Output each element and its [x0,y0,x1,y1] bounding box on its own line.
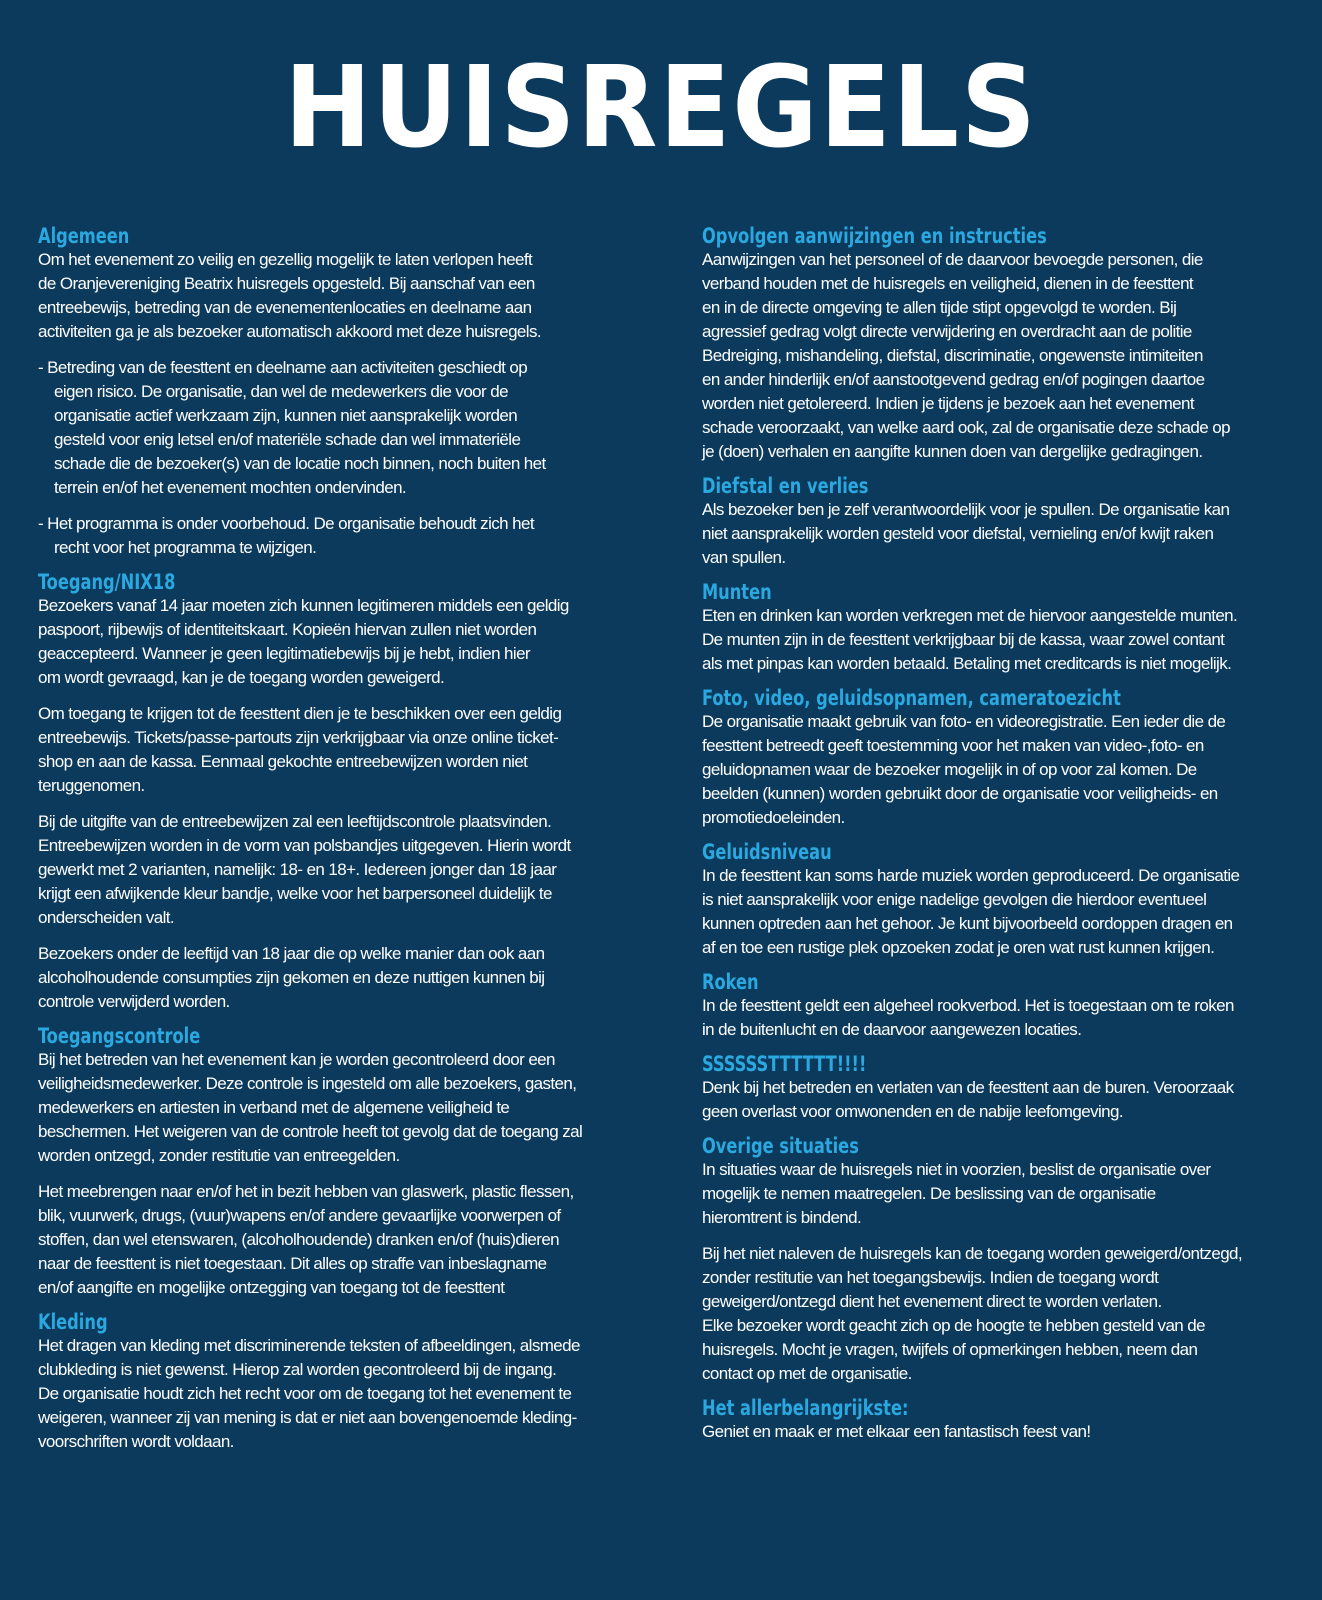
right-column [702,224,1292,1454]
page-title: HUISREGELS [284,43,1038,173]
section-munten [702,580,1292,676]
section-heading: Roken [702,970,759,994]
section-roken [702,970,1292,1042]
paragraph: Als bezoeker ben je zelf verantwoordelijk voor je spullen. De organisatie kan niet aansprakelijk worden gesteld voor diefstal, vernieling en/of kwijt raken van spullen. [702,500,1230,567]
section-heading: Toegangscontrole [38,1024,201,1048]
section-geluidsniveau [702,840,1292,960]
section-heading: Overige situaties [702,1134,859,1158]
section-heading: Toegang/NIX18 [38,570,176,594]
section-allerbelangrijkste [702,1396,1292,1444]
section-heading: Opvolgen aanwijzingen en instructies [702,224,1047,248]
section-opvolgen [702,224,1292,464]
section-heading: Kleding [38,1310,108,1334]
paragraph: De organisatie maakt gebruik van foto- en videoregistratie. Een ieder die de feesttent betreedt geeft toestemming voor het maken van video-,foto- en geluidopnamen waar de bezoeker mogelijk in of op voor zal komen. De beelden (kunnen) worden gebruikt door de organisatie voor veiligheids- en promotiedoeleinden. [702,712,1226,827]
section-toegangscontrole [38,1024,638,1300]
section-heading: SSSSSSTTTTTT!!!! [702,1052,867,1076]
paragraph: Om het evenement zo veilig en gezellig mogelijk te laten verlopen heeft de Oranjevereniging Beatrix huisregels opgesteld. Bij aanschaf van een entreebewijs, betreding van de evenementenlocaties en deelname aan activiteiten ga je als bezoeker automatisch akkoord met deze huisregels. [38,250,541,341]
paragraph: Het meebrengen naar en/of het in bezit hebben van glaswerk, plastic flessen, blik, vuurwerk, drugs, (vuur)wapens en/of andere gevaarlijke voorwerpen of stoffen, dan wel etenswaren, (alcoholhoudende) dranken en/of (huis)dieren naar de feesttent is niet toegestaan. Dit alles op straffe van inbeslagname en/of aangifte en mogelijke ontzegging van toegang tot de feesttent [38,1182,574,1297]
paragraph: Denk bij het betreden en verlaten van de feesttent aan de buren. Veroorzaak geen overlast voor omwonenden en de nabije leefomgeving. [702,1078,1234,1121]
left-column [38,224,638,1464]
paragraph: In de feesttent kan soms harde muziek worden geproduceerd. De organisatie is niet aansprakelijk voor enige nadelige gevolgen die hierdoor eventueel kunnen optreden aan het gehoor. Je kunt bijvoorbeeld oordoppen dragen en af en toe een rustige plek opzoeken zodat je oren wat rust kunnen krijgen. [702,866,1240,957]
paragraph: In de feesttent geldt een algeheel rookverbod. Het is toegestaan om te roken in de buitenlucht en de daarvoor aangewezen locaties. [702,996,1234,1039]
section-heading: Munten [702,580,772,604]
section-toegang [38,570,638,1014]
bullet-paragraph: - Betreding van de feesttent en deelname aan activiteiten geschiedt op eigen risico. De organisatie, dan wel de medewerkers die voor de organisatie actief werkzaam zijn, kunnen niet aansprakelijk worden gesteld voor enig letsel en/of materiële schade dan wel immateriële schade die de bezoeker(s) van de locatie noch binnen, noch buiten het terrein en/of het evenement mochten ondervinden. [38,358,546,497]
paragraph: Het dragen van kleding met discriminerende teksten of afbeeldingen, alsmede clubkleding is niet gewenst. Hierop zal worden gecontroleerd bij de ingang. De organisatie houdt zich het recht voor om de toegang tot het evenement te weigeren, wanneer zij van mening is dat er niet aan bovengenoemde kleding- voorschriften wordt voldaan. [38,1336,580,1451]
section-foto [702,686,1292,830]
paragraph: Bezoekers vanaf 14 jaar moeten zich kunnen legitimeren middels een geldig paspoort, rijbewijs of identiteitskaart. Kopieën hiervan zullen niet worden geaccepteerd. Wanneer je geen legitimatiebewijs bij je hebt, indien hier om wordt gevraagd, kan je de toegang worden geweigerd. [38,596,569,687]
paragraph: Aanwijzingen van het personeel of de daarvoor bevoegde personen, die verband houden met de huisregels en veiligheid, dienen in de feesttent en in de directe omgeving te allen tijde stipt opgevolgd te worden. Bij agressief gedrag volgt directe verwijdering en overdracht aan de politie Bedreiging, mishandeling, diefstal, discriminatie, ongewenste intimiteiten en ander hinderlijk en/of aanstootgevend gedrag en/of pogingen daartoe worden niet getolereerd. Indien je tijdens je bezoek aan het evenement schade veroorzaakt, van welke aard ook, zal de organisatie deze schade op je (doen) verhalen en aangifte kunnen doen van dergelijke gedragingen. [702,250,1230,461]
bullet-paragraph: - Het programma is onder voorbehoud. De organisatie behoudt zich het recht voor het programma te wijzigen. [38,514,534,557]
paragraph: Bij het betreden van het evenement kan je worden gecontroleerd door een veiligheidsmedewerker. Deze controle is ingesteld om alle bezoekers, gasten, medewerkers en artiesten in verband met de algemene veiligheid te beschermen. Het weigeren van de controle heeft tot gevolg dat de toegang zal worden ontzegd, zonder restitutie van entreegelden. [38,1050,583,1165]
section-heading: Diefstal en verlies [702,474,869,498]
section-stil [702,1052,1292,1124]
paragraph: Geniet en maak er met elkaar een fantastisch feest van! [702,1422,1091,1441]
section-kleding [38,1310,638,1454]
paragraph: Eten en drinken kan worden verkregen met de hiervoor aangestelde munten. De munten zijn in de feesttent verkrijgbaar bij de kassa, waar zowel contant als met pinpas kan worden betaald. Betaling met creditcards is niet mogelijk. [702,606,1238,673]
section-heading: Geluidsniveau [702,840,832,864]
section-algemeen [38,224,638,560]
paragraph: Bij het niet naleven de huisregels kan de toegang worden geweigerd/ontzegd, zonder restitutie van het toegangsbewijs. Indien de toegang wordt geweigerd/ontzegd dient het evenement direct te worden verlaten. Elke bezoeker wordt geacht zich op de hoogte te hebben gesteld van de huisregels. Mocht je vragen, twijfels of opmerkingen hebben, neem dan contact op met de organisatie. [702,1244,1243,1383]
paragraph: Bezoekers onder de leeftijd van 18 jaar die op welke manier dan ook aan alcoholhoudende consumpties zijn gekomen en deze nuttigen kunnen bij controle verwijderd worden. [38,944,545,1011]
section-diefstal [702,474,1292,570]
paragraph: Bij de uitgifte van de entreebewijzen zal een leeftijdscontrole plaatsvinden. Entreebewijzen worden in de vorm van polsbandjes uitgegeven. Hierin wordt gewerkt met 2 varianten, namelijk: 18- en 18+. Iedereen jonger dan 18 jaar krijgt een afwijkende kleur bandje, welke voor het barpersoneel duidelijk te onderscheiden valt. [38,812,571,927]
paragraph: Om toegang te krijgen tot de feesttent dien je te beschikken over een geldig entreebewijs. Tickets/passe-partouts zijn verkrijgbaar via onze online ticket- shop en aan de kassa. Eenmaal gekochte entreebewijzen worden niet teruggenomen. [38,704,562,795]
paragraph: In situaties waar de huisregels niet in voorzien, beslist de organisatie over mogelijk te nemen maatregelen. De beslissing van de organisatie hieromtrent is bindend. [702,1160,1211,1227]
section-heading: Algemeen [38,224,130,248]
section-overige [702,1134,1292,1386]
section-heading: Het allerbelangrijkste: [702,1396,909,1420]
section-heading: Foto, video, geluidsopnamen, cameratoezicht [702,686,1121,710]
